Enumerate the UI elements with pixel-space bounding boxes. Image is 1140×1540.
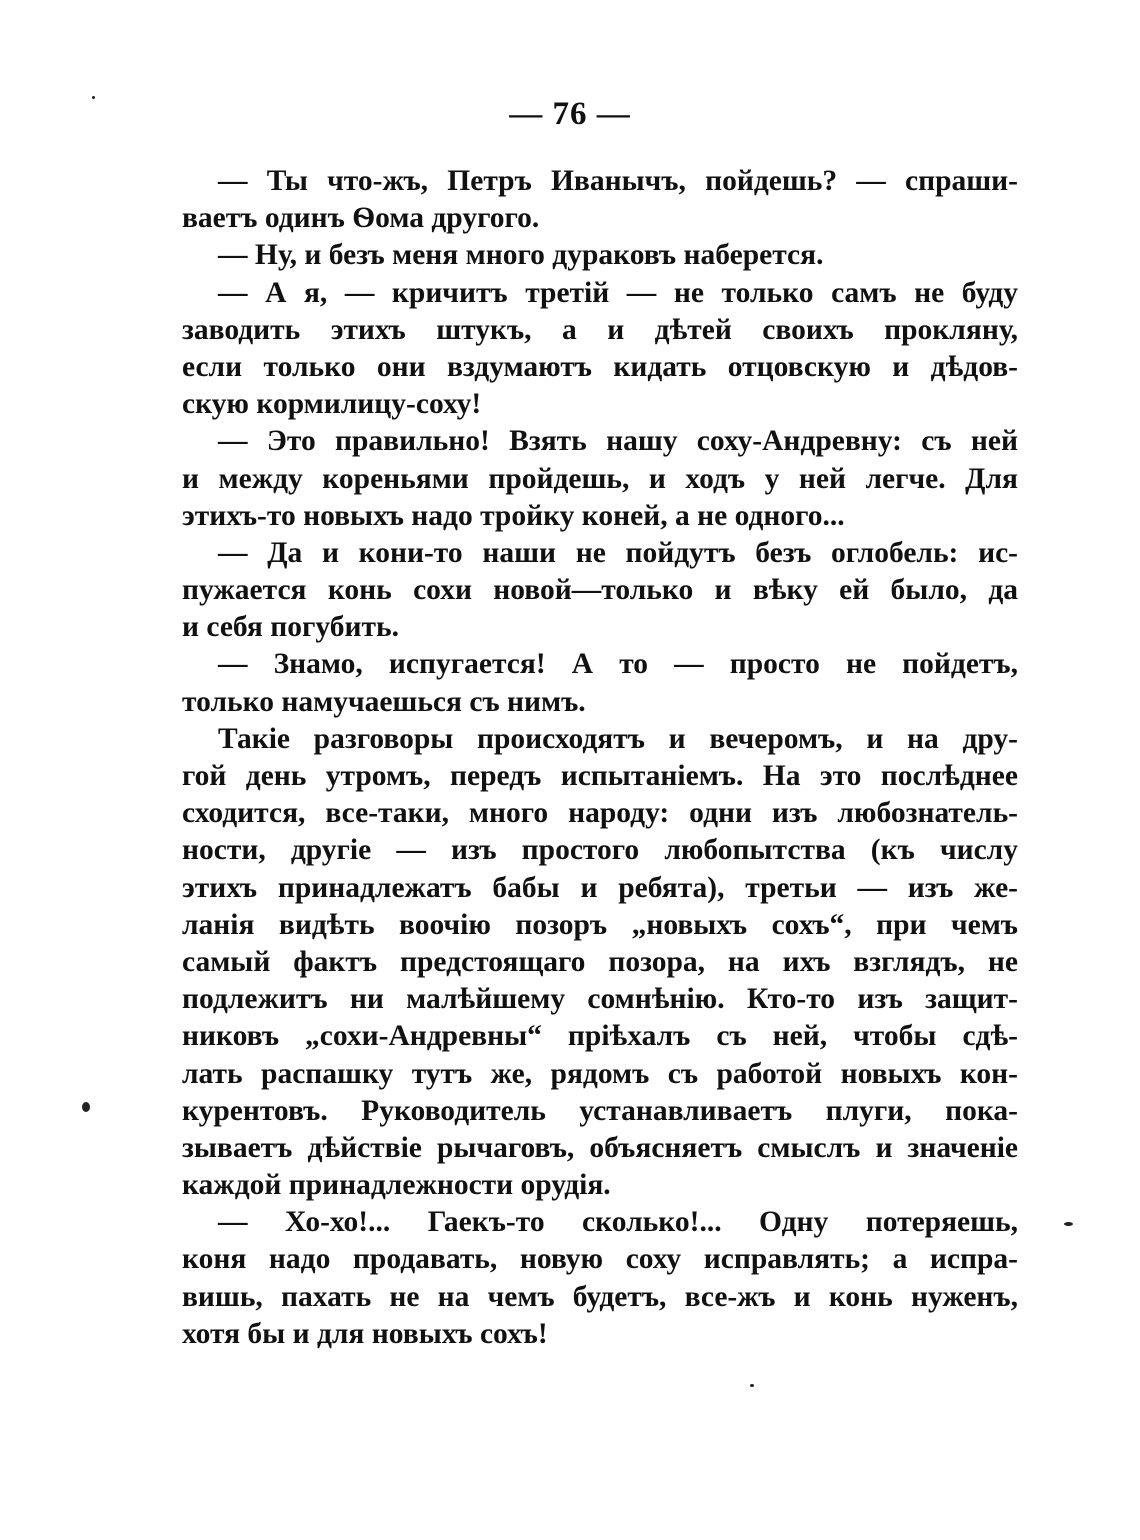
page-number: — 76 — (509, 96, 631, 132)
paragraph (182, 535, 1018, 647)
paragraph (182, 646, 1018, 720)
text-line: заводить этихъ штукъ, а и дѣтей своихъ прокляну, (182, 313, 1018, 346)
text-line: ланія видѣть воочію позоръ „новыхъ сохъ“, при чемъ (182, 908, 1018, 941)
text-line: курентовъ. Руководитель устанавливаетъ плуги, пока- (182, 1094, 1018, 1127)
paragraph (182, 237, 1018, 274)
text-line: ности, другіе — изъ простого любопытства (къ числу (182, 834, 1018, 867)
margin-speck (82, 1102, 90, 1112)
text-line: никовъ „сохи-Андревны“ пріѣхалъ съ ней, чтобы сдѣ- (182, 1020, 1018, 1053)
text-line: подлежитъ ни малѣйшему сомнѣнію. Кто-то изъ защит- (182, 983, 1018, 1016)
text-line: этихъ принадлежатъ бабы и ребята), третьи — изъ же- (182, 871, 1018, 904)
text-line: — Знамо, испугается! А то — просто не пойдетъ, (218, 648, 1018, 681)
text-line: хотя бы и для новыхъ сохъ! (182, 1317, 548, 1350)
text-line: зываетъ дѣйствіе рычаговъ, объясняетъ смыслъ и значеніе (182, 1131, 1018, 1164)
paragraph (182, 423, 1018, 535)
text-line: гой день утромъ, передъ испытаніемъ. На это послѣднее (182, 760, 1018, 792)
paragraph (182, 721, 1018, 1204)
text-line: коня надо продавать, новую соху исправлять; а испра- (182, 1243, 1018, 1276)
body-text (182, 163, 1018, 1353)
paragraph (182, 275, 1018, 424)
text-line: ваетъ одинъ Ѳома другого. (182, 202, 540, 235)
text-line: Такіе разговоры происходятъ и вечеромъ, и на дру- (218, 722, 1018, 755)
text-line: сходится, все-таки, много народу: одни изъ любознатель- (182, 797, 1018, 830)
text-line: только намучаешься съ нимъ. (182, 685, 586, 718)
text-line: если только они вздумаютъ кидать отцовскую и дѣдов- (182, 350, 1018, 383)
paragraph (182, 1204, 1018, 1353)
text-line: пужается конь сохи новой—только и вѣку ей было, да (182, 574, 1018, 607)
text-line: и себя погубить. (182, 611, 399, 644)
text-line: вишь, пахать не на чемъ будетъ, все-жъ и конь нуженъ, (182, 1280, 1018, 1313)
text-line: — Это правильно! Взять нашу соху-Андревну: съ ней (218, 425, 1018, 458)
text-line: этихъ-то новыхъ надо тройку коней, а не одного... (182, 499, 845, 532)
text-line: самый фактъ предстоящаго позора, на ихъ взглядъ, не (182, 945, 1018, 978)
text-line: — Ну, и безъ меня много дураковъ наберется. (218, 239, 824, 272)
margin-speck (92, 96, 95, 99)
text-line: — А я, — кричитъ третій — не только самъ не буду (218, 276, 1018, 309)
margin-speck (750, 1384, 754, 1387)
text-line: — Ты что-жъ, Петръ Иванычъ, пойдешь? — спраши- (218, 165, 1018, 197)
text-line: лать распашку тутъ же, рядомъ съ работой новыхъ кон- (182, 1057, 1018, 1090)
margin-speck (1064, 1222, 1073, 1226)
text-line: — Хо-хо!... Гаекъ-то сколько!... Одну потеряешь, (218, 1206, 1018, 1239)
text-line: — Да и кони-то наши не пойдутъ безъ оглобель: ис- (218, 536, 1018, 569)
text-line: и между кореньями пройдешь, и ходъ у ней легче. Для (182, 462, 1018, 495)
text-line: каждой принадлежности орудія. (182, 1169, 611, 1202)
paragraph (182, 163, 1018, 237)
text-line: скую кормилицу-соху! (182, 388, 482, 421)
